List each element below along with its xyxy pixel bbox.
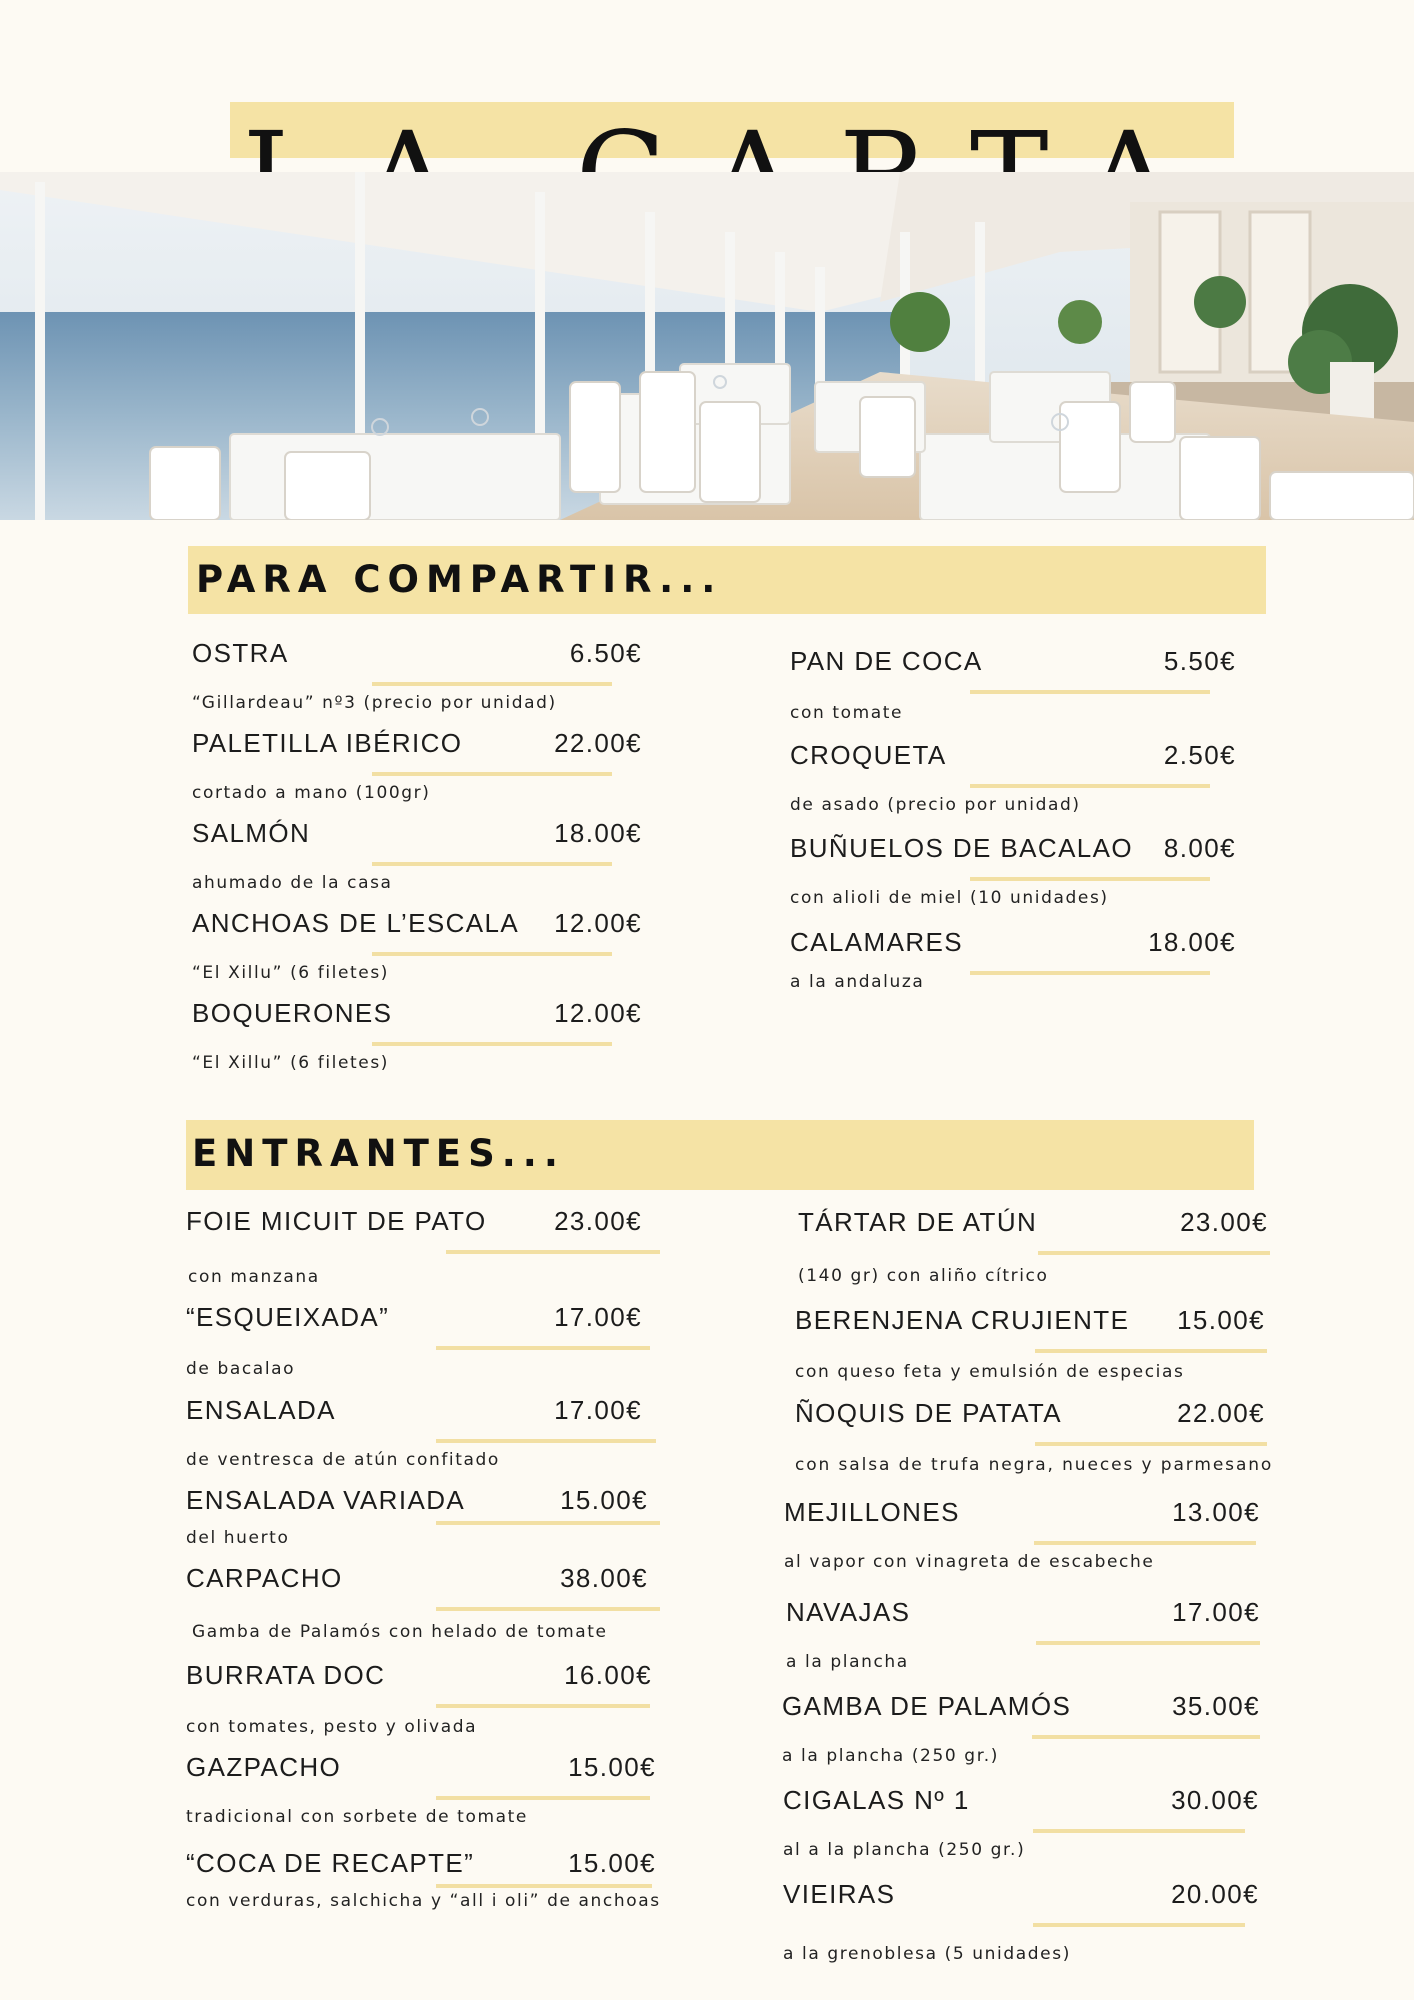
item-price: 20.00€ — [1171, 1879, 1259, 1909]
list-item — [192, 996, 642, 1073]
list-item — [783, 1877, 1259, 1964]
item-description: “El Xillu” (6 filetes) — [192, 1053, 390, 1073]
item-underline — [372, 1042, 612, 1046]
item-underline — [1033, 1829, 1245, 1833]
item-description: con tomates, pesto y olivada — [186, 1717, 478, 1737]
item-name: “COCA DE RECAPTE” — [186, 1848, 475, 1878]
item-name: PAN DE COCA — [790, 646, 983, 676]
item-underline — [436, 1439, 656, 1443]
list-item — [795, 1396, 1274, 1475]
item-description: tradicional con sorbete de tomate — [186, 1807, 528, 1827]
item-underline — [436, 1607, 660, 1611]
item-underline — [970, 784, 1210, 788]
item-description: a la andaluza — [790, 972, 925, 992]
item-description: al vapor con vinagreta de escabeche — [784, 1552, 1155, 1572]
list-item — [186, 1658, 652, 1737]
item-description: “El Xillu” (6 filetes) — [192, 963, 390, 983]
item-name: CALAMARES — [790, 927, 963, 957]
list-item — [790, 831, 1236, 908]
item-underline — [372, 772, 612, 776]
item-price: 22.00€ — [554, 728, 642, 758]
item-underline — [1035, 1349, 1267, 1353]
item-name: ÑOQUIS DE PATATA — [795, 1398, 1063, 1428]
section-title-entrantes: ENTRANTES... — [192, 1132, 565, 1175]
item-description: a la plancha (250 gr.) — [782, 1746, 999, 1766]
item-price: 8.00€ — [1163, 833, 1236, 863]
item-underline — [372, 952, 612, 956]
item-underline — [1033, 1923, 1245, 1927]
list-item — [186, 1483, 648, 1548]
item-price: 23.00€ — [554, 1206, 642, 1236]
item-name: CIGALAS Nº 1 — [783, 1785, 970, 1815]
item-underline — [970, 877, 1210, 881]
item-name: MEJILLONES — [784, 1497, 960, 1527]
item-underline — [436, 1704, 650, 1708]
item-description: de ventresca de atún confitado — [186, 1450, 500, 1470]
list-item — [186, 1204, 642, 1287]
item-name: PALETILLA IBÉRICO — [192, 728, 463, 758]
item-name: BOQUERONES — [192, 998, 393, 1028]
item-underline — [436, 1884, 652, 1888]
item-price: 18.00€ — [554, 818, 642, 848]
list-item — [192, 636, 642, 713]
item-name: NAVAJAS — [786, 1597, 911, 1627]
item-underline — [372, 862, 612, 866]
item-name: CROQUETA — [790, 740, 947, 770]
list-item — [782, 1689, 1260, 1766]
item-description: de bacalao — [186, 1359, 296, 1379]
item-description: Gamba de Palamós con helado de tomate — [192, 1622, 608, 1642]
item-description: con tomate — [790, 703, 904, 723]
item-underline — [1038, 1251, 1270, 1255]
item-name: VIEIRAS — [783, 1879, 896, 1909]
item-underline — [446, 1250, 660, 1254]
item-underline — [970, 690, 1210, 694]
item-underline — [436, 1796, 650, 1800]
item-name: TÁRTAR DE ATÚN — [798, 1207, 1038, 1237]
item-underline — [970, 971, 1210, 975]
item-description: cortado a mano (100gr) — [192, 783, 431, 803]
item-name: SALMÓN — [192, 818, 311, 848]
item-description: a la grenoblesa (5 unidades) — [783, 1944, 1071, 1964]
section-title-para-compartir: PARA COMPARTIR... — [196, 558, 723, 601]
item-price: 35.00€ — [1172, 1691, 1260, 1721]
item-underline — [1035, 1442, 1267, 1446]
item-price: 17.00€ — [554, 1395, 642, 1425]
item-description: al a la plancha (250 gr.) — [783, 1840, 1026, 1860]
item-name: CARPACHO — [186, 1563, 343, 1593]
item-name: GAMBA DE PALAMÓS — [782, 1691, 1072, 1721]
item-price: 22.00€ — [1177, 1398, 1265, 1428]
item-name: “ESQUEIXADA” — [186, 1302, 390, 1332]
item-price: 23.00€ — [1180, 1207, 1268, 1237]
item-description: del huerto — [186, 1528, 290, 1548]
item-description: “Gillardeau” nº3 (precio por unidad) — [192, 693, 557, 713]
restaurant-photo — [0, 172, 1414, 520]
item-description: con verduras, salchicha y “all i oli” de anchoas — [186, 1891, 661, 1911]
list-item — [192, 816, 642, 893]
list-item — [786, 1595, 1260, 1672]
list-item — [790, 738, 1236, 815]
item-price: 12.00€ — [554, 908, 642, 938]
item-name: BERENJENA CRUJIENTE — [795, 1305, 1130, 1335]
item-price: 13.00€ — [1172, 1497, 1260, 1527]
item-price: 15.00€ — [1177, 1305, 1265, 1335]
item-price: 15.00€ — [568, 1848, 656, 1878]
item-name: GAZPACHO — [186, 1752, 342, 1782]
item-name: BUÑUELOS DE BACALAO — [790, 833, 1134, 863]
item-description: con alioli de miel (10 unidades) — [790, 888, 1109, 908]
list-item — [784, 1495, 1260, 1572]
item-price: 5.50€ — [1163, 646, 1236, 676]
item-description: a la plancha — [786, 1652, 909, 1672]
item-price: 15.00€ — [568, 1752, 656, 1782]
list-item — [186, 1846, 661, 1911]
list-item — [186, 1561, 648, 1642]
list-item — [790, 644, 1236, 723]
item-description: ahumado de la casa — [192, 873, 393, 893]
item-underline — [436, 1521, 660, 1525]
item-price: 15.00€ — [560, 1485, 648, 1515]
list-item — [192, 726, 642, 803]
item-description: con queso feta y emulsión de especias — [795, 1362, 1185, 1382]
list-item — [790, 925, 1236, 992]
list-item — [186, 1300, 642, 1379]
item-name: ENSALADA — [186, 1395, 336, 1425]
item-name: FOIE MICUIT DE PATO — [186, 1206, 487, 1236]
list-item — [186, 1393, 642, 1470]
item-price: 30.00€ — [1171, 1785, 1259, 1815]
item-description: de asado (precio por unidad) — [790, 795, 1081, 815]
item-description: con salsa de trufa negra, nueces y parmesano — [795, 1455, 1274, 1475]
list-item — [192, 906, 642, 983]
item-price: 12.00€ — [554, 998, 642, 1028]
item-description: (140 gr) con aliño cítrico — [798, 1266, 1049, 1286]
item-price: 2.50€ — [1163, 740, 1236, 770]
list-item — [795, 1303, 1265, 1382]
list-item — [186, 1750, 656, 1827]
item-description: con manzana — [188, 1267, 320, 1287]
item-price: 16.00€ — [564, 1660, 652, 1690]
item-price: 17.00€ — [554, 1302, 642, 1332]
item-name: ENSALADA VARIADA — [186, 1485, 466, 1515]
item-underline — [372, 682, 612, 686]
item-underline — [1034, 1541, 1256, 1545]
item-underline — [1032, 1735, 1260, 1739]
item-name: ANCHOAS DE L’ESCALA — [192, 908, 520, 938]
item-underline — [436, 1346, 650, 1350]
item-price: 17.00€ — [1172, 1597, 1260, 1627]
item-name: OSTRA — [192, 638, 289, 668]
list-item — [798, 1205, 1268, 1286]
item-name: BURRATA DOC — [186, 1660, 386, 1690]
item-price: 38.00€ — [560, 1563, 648, 1593]
item-price: 18.00€ — [1148, 927, 1236, 957]
item-price: 6.50€ — [569, 638, 642, 668]
list-item — [783, 1783, 1259, 1860]
item-underline — [1036, 1641, 1260, 1645]
